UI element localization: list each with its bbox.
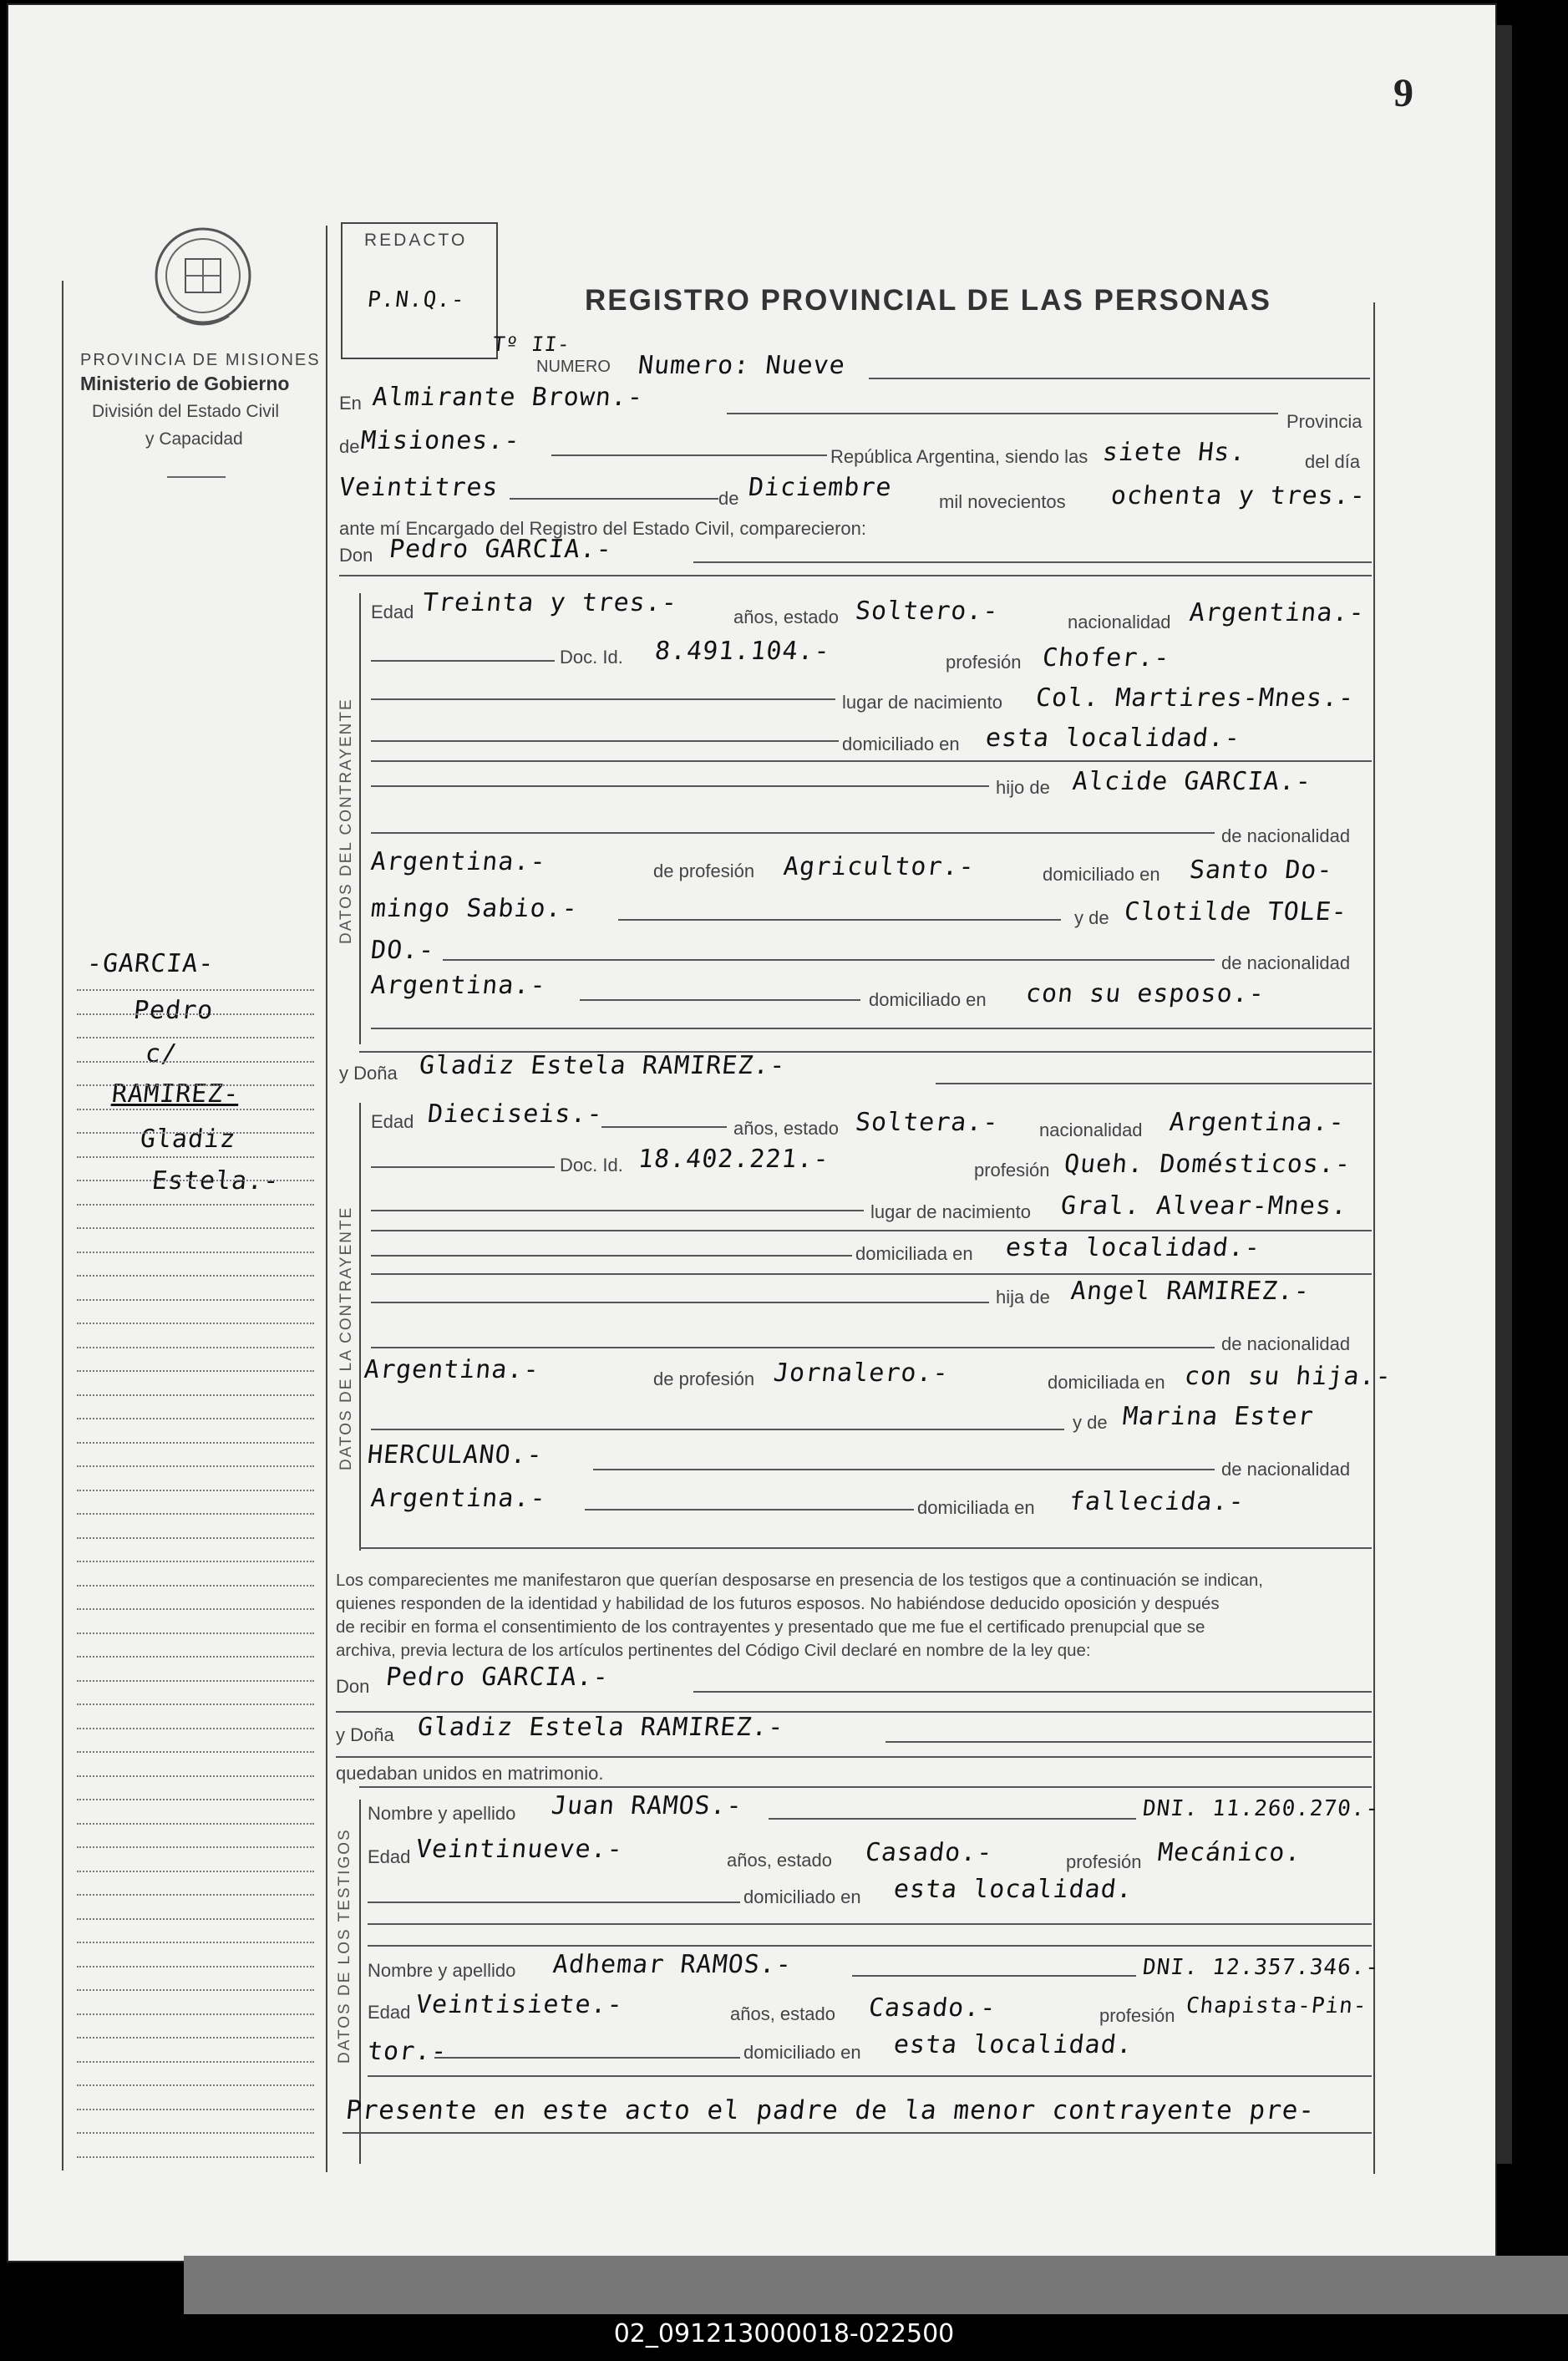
c-anos-label: años, estado	[733, 607, 839, 627]
decl-unidos: quedaban unidos en matrimonio.	[336, 1763, 604, 1784]
line	[371, 832, 1215, 834]
line	[371, 660, 555, 662]
margin-ruling-line	[77, 1871, 314, 1872]
divider	[167, 476, 226, 478]
don-label: Don	[339, 545, 373, 566]
t1-prof-label: profesión	[1066, 1851, 1142, 1872]
line	[869, 378, 1370, 379]
c-estado: Soltero.-	[854, 597, 1001, 626]
province-label: PROVINCIA DE MISIONES	[80, 351, 321, 369]
numero-label: NUMERO	[536, 358, 611, 376]
t1-estado: Casado.-	[864, 1838, 995, 1867]
document-title: REGISTRO PROVINCIAL DE LAS PERSONAS	[585, 284, 1271, 317]
a-nac-label: nacionalidad	[1039, 1120, 1143, 1140]
margin-ruling-line	[77, 2061, 314, 2063]
line	[727, 413, 1278, 414]
a-doc-label: Doc. Id.	[560, 1155, 623, 1175]
margin-ruling-line	[77, 1703, 314, 1705]
c-ymade-label: y de	[1074, 907, 1109, 928]
c-madre-nac: Argentina.-	[369, 971, 548, 1000]
t2-profesion-2: tor.-	[366, 2037, 449, 2066]
testigos-side-label: DATOS DE LOS TESTIGOS	[336, 1828, 353, 2064]
a-hija-label: hija de	[996, 1287, 1050, 1307]
t2-profesion-1: Chapista-Pin-	[1185, 1993, 1369, 2018]
a-dom3-label: domiciliada en	[917, 1497, 1035, 1518]
line	[371, 1302, 989, 1303]
margin-note-1: -GARCIA-	[85, 949, 216, 978]
t2-estado: Casado.-	[867, 1993, 998, 2023]
c-padre-dom1: Santo Do-	[1188, 856, 1335, 885]
margin-ruling-line	[77, 1323, 314, 1324]
line	[368, 1923, 1372, 1925]
seal-icon	[152, 224, 254, 338]
line	[601, 1126, 727, 1128]
volume-mark: Tº II-	[491, 333, 572, 356]
margin-ruling-line	[77, 1490, 314, 1491]
republica-label: República Argentina, siendo las	[830, 446, 1088, 467]
margin-ruling-line	[77, 2109, 314, 2110]
margin-ruling-line	[77, 1799, 314, 1800]
margin-ruling-line	[77, 1966, 314, 1968]
margin-ruling-line	[77, 1918, 314, 1920]
margin-ruling-line	[77, 1418, 314, 1419]
t1-nombre: Juan RAMOS.-	[550, 1791, 744, 1820]
line	[769, 1818, 1136, 1820]
t1-dni: DNI. 11.260.270.-	[1141, 1796, 1381, 1821]
line	[368, 1945, 1372, 1947]
t1-domicilio: esta localidad.	[892, 1875, 1134, 1904]
a-padre-prof: Jornalero.-	[772, 1358, 951, 1388]
contrayenta-side-label: DATOS DE LA CONTRAYENTE	[337, 1206, 355, 1470]
t2-prof-label: profesión	[1099, 2005, 1175, 2026]
a-madre-nac: Argentina.-	[369, 1484, 548, 1513]
a-ymade-label: y de	[1073, 1412, 1108, 1433]
line	[371, 740, 839, 742]
margin-ruling-line	[77, 1846, 314, 1848]
margin-ruling-line	[77, 1442, 314, 1444]
decl-line-2: quienes responden de la identidad y habilidad de los futuros esposos. No habiéndose deducido oposición y después	[336, 1594, 1220, 1613]
line	[368, 2075, 1372, 2077]
ante-label: ante mí Encargado del Registro del Estado Civil, comparecieron:	[339, 518, 866, 539]
footer-code: 02_091213000018-022500	[613, 2319, 955, 2348]
margin-ruling-line	[77, 1775, 314, 1777]
a-anos-label: años, estado	[733, 1118, 839, 1139]
a-denac2-label: de nacionalidad	[1221, 1459, 1351, 1480]
contrayente-bracket	[359, 593, 361, 1044]
line	[371, 1347, 1215, 1348]
margin-ruling-line	[77, 2013, 314, 2015]
contrayenta-bracket	[359, 1103, 361, 1551]
c-madre-dom: con su esposo.-	[1024, 979, 1266, 1008]
margin-ruling-line	[77, 1204, 314, 1206]
a-padre: Angel RAMIREZ.-	[1069, 1277, 1312, 1306]
t2-domicilio: esta localidad.	[892, 2030, 1134, 2059]
decl-don: Pedro GARCIA.-	[384, 1663, 611, 1692]
a-estado: Soltera.-	[854, 1108, 1001, 1137]
c-dom-label: domiciliado en	[842, 734, 960, 754]
line	[359, 1786, 1372, 1788]
c-nac-label: nacionalidad	[1068, 612, 1171, 632]
margin-ruling-line	[77, 1465, 314, 1467]
t1-edad: Veintinueve.-	[414, 1835, 625, 1864]
margin-ruling-line	[77, 1109, 314, 1110]
inner-margin-line	[326, 226, 327, 2172]
line	[371, 1210, 864, 1211]
t2-edad: Veintisiete.-	[414, 1990, 625, 2019]
margin-ruling-line	[77, 1632, 314, 1634]
margin-ruling-line	[77, 2156, 314, 2158]
line	[693, 1691, 1372, 1693]
de-value: Misiones.-	[359, 426, 522, 455]
ministry-label: Ministerio de Gobierno	[80, 373, 290, 394]
margin-ruling-line	[77, 1894, 314, 1896]
t2-dni: DNI. 12.357.346.-	[1141, 1955, 1381, 1980]
line	[585, 1509, 914, 1511]
margin-ruling-line	[77, 1823, 314, 1825]
a-madre2: HERCULANO.-	[366, 1440, 545, 1470]
line	[371, 1273, 1372, 1275]
t2-nombre: Adhemar RAMOS.-	[551, 1950, 794, 1979]
t1-dom-label: domiciliado en	[743, 1886, 861, 1907]
redacto-label: REDACTO	[364, 231, 468, 250]
margin-ruling-line	[77, 1656, 314, 1658]
margin-note-6: Estela.-	[150, 1166, 282, 1196]
mes-value: Diciembre	[747, 473, 894, 502]
redacto-note: P.N.Q.-	[366, 287, 467, 312]
line	[371, 698, 835, 700]
margin-ruling-line	[77, 1989, 314, 1991]
decl-line-3: de recibir en forma el consentimiento de los contrayentes y presentado que me fue el certificado prenupcial que se	[336, 1617, 1205, 1637]
provincia-label: Provincia	[1286, 411, 1362, 432]
c-madre1: Clotilde TOLE-	[1123, 897, 1349, 927]
a-domicilio: esta localidad.-	[1004, 1233, 1262, 1262]
right-margin-line	[1373, 302, 1375, 2174]
margin-ruling-line	[77, 1347, 314, 1348]
scan-background	[184, 2256, 1568, 2314]
margin-ruling-line	[77, 1252, 314, 1253]
margin-ruling-line	[77, 1084, 314, 1086]
line	[580, 999, 860, 1001]
a-madre-dom: fallecida.-	[1068, 1487, 1246, 1516]
de-label: de	[339, 436, 360, 457]
c-prof-label: profesión	[946, 652, 1022, 673]
t2-nombre-label: Nombre y apellido	[368, 1960, 516, 1981]
margin-ruling-line	[77, 1061, 314, 1063]
line	[551, 454, 827, 456]
line	[368, 1901, 740, 1903]
c-profesion: Chofer.-	[1041, 643, 1172, 673]
line	[593, 1469, 1215, 1470]
c-dom2-label: domiciliado en	[1043, 864, 1160, 885]
a-lugar-label: lugar de nacimiento	[870, 1201, 1032, 1222]
dona-label: y Doña	[339, 1063, 398, 1084]
margin-ruling-line	[77, 1156, 314, 1158]
margin-ruling-line	[77, 1394, 314, 1396]
line	[371, 760, 1372, 762]
margin-ruling-line	[77, 1728, 314, 1729]
a-deprof-label: de profesión	[653, 1368, 755, 1389]
t2-edad-label: Edad	[368, 2002, 411, 2023]
del-dia-label: del día	[1305, 451, 1361, 472]
line	[371, 1166, 555, 1168]
c-lugar-label: lugar de nacimiento	[842, 692, 1003, 713]
c-doc-label: Doc. Id.	[560, 647, 623, 668]
margin-ruling-line	[77, 1561, 314, 1562]
c-edad-label: Edad	[371, 602, 414, 622]
c-denac-label: de nacionalidad	[1221, 825, 1351, 846]
margin-note-5: Gladiz	[139, 1125, 238, 1154]
margin-ruling-line	[77, 1680, 314, 1682]
line	[371, 1028, 1372, 1029]
line	[693, 561, 1372, 563]
a-padre-nac: Argentina.-	[363, 1355, 541, 1384]
a-prof-label: profesión	[974, 1160, 1050, 1180]
line	[343, 2132, 1372, 2134]
a-dom2-label: domiciliada en	[1048, 1372, 1165, 1393]
line	[371, 1230, 1372, 1231]
margin-ruling-line	[77, 2037, 314, 2039]
division-label-1: División del Estado Civil	[92, 402, 280, 421]
anio-value: ochenta y tres.-	[1109, 481, 1368, 510]
decl-don-label: Don	[336, 1676, 370, 1697]
line	[336, 1756, 1372, 1758]
line	[885, 1741, 1372, 1743]
a-doc: 18.402.221.-	[637, 1145, 831, 1174]
t1-anos-label: años, estado	[727, 1850, 832, 1871]
margin-ruling-line	[77, 1751, 314, 1753]
c-nacionalidad: Argentina.-	[1188, 598, 1367, 627]
dia-value: Veintitres	[337, 473, 500, 502]
book-spine	[1495, 25, 1512, 2164]
decl-line-4: archiva, previa lectura de los artículos pertinentes del Código Civil declaré en nombre de la ley que:	[336, 1641, 1091, 1660]
c-padre-dom2: mingo Sabio.-	[369, 894, 580, 923]
division-label-2: y Capacidad	[145, 429, 243, 449]
margin-ruling-line	[77, 1608, 314, 1610]
decl-dona-label: y Doña	[336, 1724, 394, 1745]
margin-ruling-line	[77, 1013, 314, 1015]
margin-ruling-line	[77, 1037, 314, 1038]
t1-edad-label: Edad	[368, 1846, 411, 1867]
c-padre-nac: Argentina.-	[369, 847, 548, 876]
page-number: 9	[1393, 71, 1413, 115]
decl-line-1: Los comparecientes me manifestaron que querían desposarse en presencia de los testigos que a continuación se indican,	[336, 1571, 1263, 1590]
margin-ruling-line	[77, 1513, 314, 1515]
line	[443, 959, 1215, 961]
margin-ruling-line	[77, 1227, 314, 1229]
margin-note-4: RAMIREZ-	[110, 1079, 241, 1109]
margin-note-2: Pedro	[132, 996, 216, 1025]
a-profesion: Queh. Domésticos.-	[1063, 1150, 1352, 1179]
en-label: En	[339, 393, 362, 414]
note-line: Presente en este acto el padre de la menor contrayente pre-	[344, 2095, 1317, 2125]
margin-ruling-line	[77, 1942, 314, 1943]
a-nacionalidad: Argentina.-	[1168, 1108, 1347, 1137]
margin-ruling-line	[77, 1132, 314, 1134]
don-value: Pedro GARCIA.-	[388, 535, 614, 564]
contrayente-side-label: DATOS DEL CONTRAYENTE	[337, 698, 355, 944]
a-dom-label: domiciliada en	[855, 1243, 973, 1264]
margin-ruling-line	[77, 989, 314, 991]
line	[852, 1975, 1136, 1977]
line	[510, 498, 718, 500]
a-edad-label: Edad	[371, 1111, 414, 1132]
hora-value: siete Hs.	[1101, 438, 1248, 467]
c-padre-prof: Agricultor.-	[782, 852, 977, 881]
margin-ruling-line	[77, 2132, 314, 2134]
c-dom3-label: domiciliado en	[869, 989, 987, 1010]
dona-value: Gladiz Estela RAMIREZ.-	[418, 1051, 788, 1080]
line	[371, 1429, 1064, 1430]
a-denac-label: de nacionalidad	[1221, 1333, 1351, 1354]
t2-anos-label: años, estado	[730, 2003, 835, 2024]
c-hijo-label: hijo de	[996, 777, 1050, 798]
a-lugar: Gral. Alvear-Mnes.	[1059, 1191, 1349, 1221]
outer-margin-line	[62, 281, 63, 2171]
margin-ruling-line	[77, 1275, 314, 1277]
c-deprof-label: de profesión	[653, 861, 755, 881]
line	[936, 1083, 1372, 1084]
numero-value: Numero: Nueve	[637, 351, 847, 380]
t2-dom-label: domiciliado en	[743, 2042, 861, 2063]
line	[339, 575, 1372, 576]
a-edad: Dieciseis.-	[426, 1099, 605, 1129]
c-doc: 8.491.104.-	[653, 637, 832, 666]
t1-profesion: Mecánico.	[1156, 1838, 1303, 1867]
c-padre: Alcide GARCIA.-	[1071, 767, 1313, 796]
c-domicilio: esta localidad.-	[984, 724, 1242, 753]
line	[371, 785, 989, 787]
line	[434, 2057, 740, 2059]
mil-label: mil novecientos	[939, 491, 1066, 512]
margin-ruling-line	[77, 1585, 314, 1587]
line	[371, 1255, 852, 1257]
line	[618, 919, 1061, 921]
margin-ruling-line	[77, 1180, 314, 1181]
c-madre2: DO.-	[369, 936, 437, 965]
de2-label: de	[718, 488, 739, 509]
c-lugar: Col. Martires-Mnes.-	[1034, 683, 1357, 713]
a-padre-dom: con su hija.-	[1183, 1362, 1393, 1391]
margin-ruling-line	[77, 1299, 314, 1301]
margin-ruling-line	[77, 2084, 314, 2086]
t1-nombre-label: Nombre y apellido	[368, 1803, 516, 1824]
a-madre1: Marina Ester	[1121, 1402, 1316, 1431]
decl-dona: Gladiz Estela RAMIREZ.-	[416, 1713, 786, 1742]
c-denac2-label: de nacionalidad	[1221, 952, 1351, 973]
margin-ruling-line	[77, 1537, 314, 1539]
line	[359, 1547, 1372, 1549]
en-value: Almirante Brown.-	[371, 383, 645, 412]
margin-ruling-line	[77, 1370, 314, 1372]
c-edad: Treinta y tres.-	[421, 588, 679, 617]
margin-note-3: c/	[144, 1039, 179, 1069]
